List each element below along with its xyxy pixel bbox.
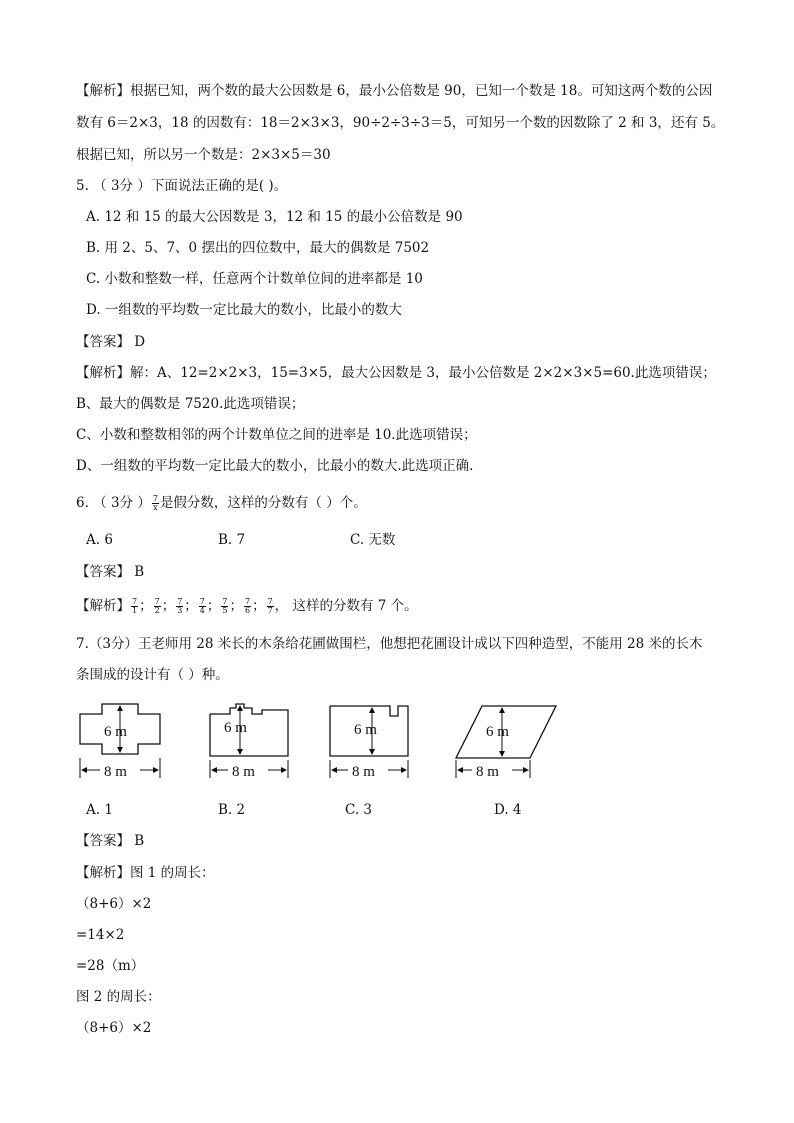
q6-stem-frac-num: 7 [152, 494, 158, 503]
q6-fraction-denominator: 3 [177, 606, 183, 615]
q5-option-b: B. 用 2、5、7、0 摆出的四位数中，最大的偶数是 7502 [86, 240, 430, 256]
q6-fraction-numerator: 7 [132, 597, 138, 606]
q7-analysis-line-4: =28（m） [76, 958, 145, 974]
q6-fraction-numerator: 7 [154, 597, 160, 606]
q7-fig1-width-label: 8 m [104, 764, 127, 780]
q6-fraction [244, 598, 251, 615]
q7-analysis-line-3: =14×2 [76, 927, 125, 943]
q7-stem-line-1: 7.（3分）王老师用 28 米长的木条给花圃做围栏，他想把花圃设计成以下四种造型，不能用 28 米的长木 [76, 636, 703, 652]
q6-stem-prefix: 6. （ 3分 ） [76, 495, 151, 511]
q6-stem-fraction [152, 495, 159, 512]
q6-fraction-numerator: 7 [244, 597, 251, 606]
q5-stem: 5. （ 3分 ）下面说法正确的是( )。 [76, 178, 288, 194]
q7-analysis-line-1: 【解析】图 1 的周长： [76, 865, 215, 881]
q7-analysis-line-5: 图 2 的周长： [76, 989, 161, 1005]
q7-stem-line-2: 条围成的设计有（ ）种。 [76, 667, 229, 683]
q6-fraction [131, 598, 138, 615]
q6-analysis-prefix: 【解析】 [76, 598, 130, 614]
q7-fig4-height-label: 6 m [486, 724, 509, 740]
q5-answer: 【答案】 D [76, 334, 146, 350]
q5-analysis-line-3: C、小数和整数相邻的两个计数单位之间的进率是 10.此选项错误； [76, 427, 477, 443]
q6-fraction-numerator: 7 [199, 597, 205, 606]
q5-analysis-line-2: B、最大的偶数是 7520.此选项错误； [76, 396, 305, 412]
q4-analysis-line-1: 【解析】根据已知，两个数的最大公因数是 6，最小公倍数是 90，已知一个数是 18。可知这两个数的公因 [76, 83, 713, 99]
q6-fraction [154, 598, 161, 615]
q6-fraction-separator: ； [252, 598, 266, 614]
q7-option-c: C. 3 [345, 802, 373, 818]
q6-fraction-separator: ； [161, 598, 176, 614]
q7-fig4-width-label: 8 m [476, 764, 499, 780]
q6-fraction [176, 598, 183, 615]
q7-analysis-line-6: （8+6）×2 [76, 1020, 152, 1036]
q6-fraction-separator: ； [206, 598, 221, 614]
q6-fraction-numerator: 7 [267, 597, 273, 606]
q5-option-c: C. 小数和整数一样，任意两个计数单位间的进率都是 10 [86, 271, 423, 287]
q6-analysis [76, 597, 418, 615]
q6-option-c: C. 无数 [350, 532, 396, 548]
q6-stem-suffix: 是假分数，这样的分数有（ ）个。 [159, 495, 367, 511]
q7-fig2-height-label: 6 m [224, 720, 247, 736]
q7-fig3-height-label: 6 m [354, 722, 377, 738]
q6-fraction [267, 598, 274, 615]
q6-answer: 【答案】 B [76, 564, 145, 580]
q5-analysis-line-1: 【解析】解：A、12=2×2×3，15=3×5，最大公因数是 3，最小公倍数是 2×2×3×5=60.此选项错误； [76, 365, 716, 381]
q6-analysis-suffix: ， 这样的分数有 7 个。 [274, 598, 418, 614]
q7-fig3-width-label: 8 m [352, 764, 375, 780]
q7-figure-3-notched-rect [326, 700, 416, 782]
q6-fraction-separator: ； [139, 598, 153, 614]
q5-option-a: A. 12 和 15 的最大公因数是 3，12 和 15 的最小公倍数是 90 [86, 209, 463, 225]
q7-fig2-width-label: 8 m [232, 764, 255, 780]
q6-fraction-separator: ； [184, 598, 198, 614]
q6-fraction-denominator: 4 [199, 606, 205, 615]
q6-fraction-denominator: 6 [244, 606, 251, 615]
q7-figure-4-parallelogram [444, 700, 560, 782]
q7-option-d: D. 4 [494, 802, 522, 818]
q6-option-b: B. 7 [218, 532, 246, 548]
q7-option-b: B. 2 [218, 802, 246, 818]
q6-fraction-list [130, 598, 275, 614]
q7-figure-1-cross [76, 700, 168, 782]
q7-answer: 【答案】 B [76, 833, 145, 849]
q4-analysis-line-2: 数有 6＝2×3，18 的因数有：18＝2×3×3，90÷2÷3÷3＝5，可知另一个数的因数除了 2 和 3，还有 5。 [76, 115, 725, 131]
q6-fraction [199, 598, 206, 615]
q7-option-a: A. 1 [86, 802, 113, 818]
q7-fig1-height-label: 6 m [104, 724, 127, 740]
q5-analysis-line-4: D、一组数的平均数一定比最大的数小，比最小的数大.此选项正确. [76, 458, 474, 474]
q6-fraction-numerator: 7 [177, 597, 183, 606]
q6-fraction-separator: ； [229, 598, 243, 614]
q6-stem-frac-den: x [153, 503, 158, 512]
q6-fraction-denominator: 5 [222, 606, 228, 615]
q6-fraction-denominator: 1 [132, 606, 138, 615]
q6-fraction-denominator: 7 [267, 606, 273, 615]
q6-stem [76, 494, 367, 512]
q6-option-a: A. 6 [86, 532, 113, 548]
q7-analysis-line-2: （8+6）×2 [76, 896, 152, 912]
q6-fraction-numerator: 7 [222, 597, 228, 606]
q4-analysis-line-3: 根据已知，所以另一个数是：2×3×5＝30 [76, 147, 331, 163]
q6-fraction-denominator: 2 [154, 606, 160, 615]
q6-fraction [221, 598, 228, 615]
q7-figure-2-notched [204, 700, 298, 782]
q5-option-d: D. 一组数的平均数一定比最大的数小，比最小的数大 [86, 302, 402, 318]
